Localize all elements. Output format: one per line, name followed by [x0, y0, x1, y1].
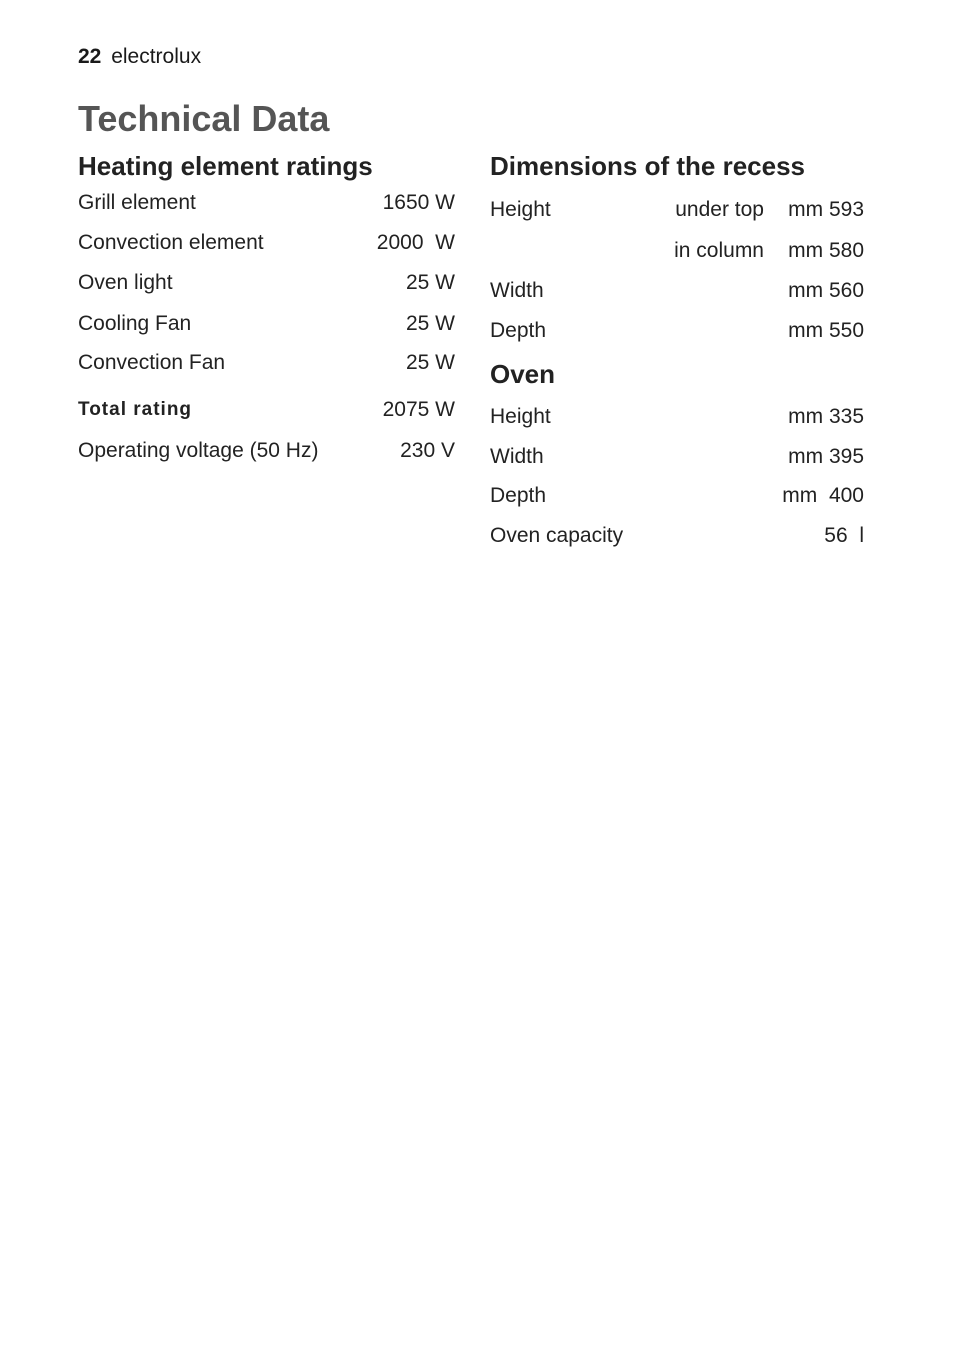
- recess-section-title: Dimensions of the recess: [490, 151, 805, 181]
- total-rating-value: 2075 W: [382, 398, 455, 421]
- oven-row-label: Oven capacity: [490, 524, 624, 547]
- page-header: [78, 44, 201, 70]
- total-rating-label: Total rating: [78, 399, 193, 420]
- oven-row-value: mm 400: [782, 484, 864, 507]
- recess-width-value: mm 560: [788, 279, 864, 302]
- heating-row-value: 25 W: [405, 312, 455, 335]
- oven-row-label: Depth: [490, 484, 547, 507]
- oven-row-label: Height: [490, 405, 551, 428]
- heating-row-total-rating: [78, 396, 455, 424]
- heating-row-grill: [78, 189, 455, 217]
- operating-voltage-value: 230 V: [400, 439, 455, 462]
- oven-row-value: 56 l: [824, 524, 864, 547]
- recess-row-in-column: [490, 237, 864, 265]
- recess-depth-value: mm 550: [788, 319, 864, 342]
- oven-row-value: mm 335: [788, 405, 864, 428]
- recess-height-label: Height: [490, 198, 551, 221]
- brand-name: electrolux: [111, 45, 202, 68]
- recess-row-width: [490, 277, 864, 305]
- oven-row-width: [490, 443, 864, 471]
- heating-row-label: Oven light: [78, 271, 173, 294]
- heating-row-convection-fan: [78, 349, 455, 377]
- heating-row-oven-light: [78, 269, 455, 297]
- operating-voltage-label: Operating voltage (50 Hz): [78, 439, 319, 462]
- heating-row-cooling-fan: [78, 310, 455, 338]
- heating-row-value: 2000 W: [376, 231, 455, 254]
- heating-row-value: 25 W: [405, 351, 455, 374]
- heating-row-value: 1650 W: [382, 191, 455, 214]
- page-number: 22: [78, 45, 102, 68]
- oven-row-depth: [490, 482, 864, 510]
- heating-section-title: Heating element ratings: [78, 151, 373, 181]
- heating-row-value: 25 W: [405, 271, 455, 294]
- recess-in-column-value: mm 580: [788, 239, 864, 262]
- recess-depth-label: Depth: [490, 319, 547, 342]
- heating-row-label: Convection element: [78, 231, 264, 254]
- recess-in-column-label: in column: [674, 239, 764, 262]
- oven-row-height: [490, 403, 864, 431]
- heating-row-operating-voltage: [78, 437, 455, 465]
- page-title: Technical Data: [78, 98, 330, 139]
- oven-row-value: mm 395: [788, 445, 864, 468]
- oven-row-label: Width: [490, 445, 544, 468]
- heating-row-label: Convection Fan: [78, 351, 226, 374]
- recess-row-height-under-top: [490, 196, 864, 224]
- recess-under-top-value: mm 593: [788, 198, 864, 221]
- heating-row-convection-element: [78, 229, 455, 257]
- oven-row-capacity: [490, 522, 864, 550]
- heating-row-label: Cooling Fan: [78, 312, 192, 335]
- recess-width-label: Width: [490, 279, 544, 302]
- recess-row-depth: [490, 317, 864, 345]
- recess-under-top-label: under top: [675, 198, 764, 221]
- oven-section-title: Oven: [490, 359, 556, 389]
- heating-row-label: Grill element: [78, 191, 196, 214]
